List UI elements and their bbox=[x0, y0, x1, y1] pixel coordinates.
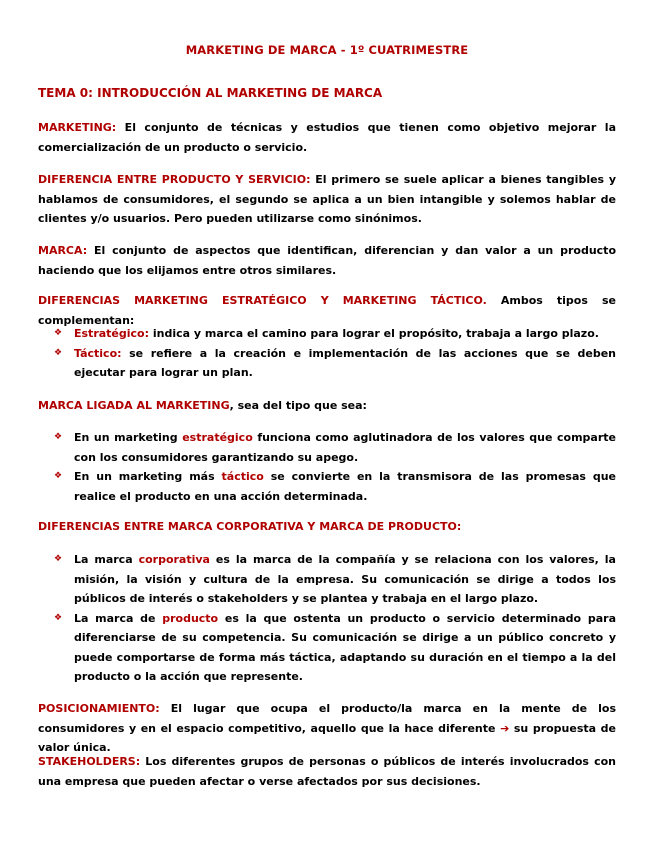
definition-text: El primero se suele aplicar a bienes tangibles y hablamos de consumidores, el segundo se aplica a un bien intangible y solemos hablar de clientes y/o usuarios. Pero pueden utilizarse como sinónimos. bbox=[38, 173, 616, 225]
item-term: producto bbox=[162, 611, 219, 625]
list-item bbox=[54, 344, 616, 383]
term-posicionamiento: POSICIONAMIENTO: bbox=[38, 702, 160, 715]
item-text-pre: La marca bbox=[74, 553, 139, 566]
definition-marketing bbox=[38, 118, 616, 157]
item-text: indica y marca el camino para lograr el propósito, trabaja a largo plazo. bbox=[149, 327, 599, 340]
term-diferencia: DIFERENCIA ENTRE PRODUCTO Y SERVICIO: bbox=[38, 173, 311, 186]
term-diferencias-marca: DIFERENCIAS ENTRE MARCA CORPORATIVA Y MARCA DE PRODUCTO: bbox=[38, 520, 462, 533]
heading-diferencias-marca bbox=[38, 517, 616, 537]
definition-producto-servicio bbox=[38, 170, 616, 229]
definition-posicionamiento bbox=[38, 699, 616, 758]
arrow-right-icon: ➔ bbox=[500, 721, 510, 735]
document-title: MARKETING DE MARCA - 1º CUATRIMESTRE bbox=[185, 43, 469, 57]
bullet-icon: ❖ bbox=[54, 347, 63, 358]
list-item bbox=[54, 467, 616, 506]
term-marca-ligada: MARCA LIGADA AL MARKETING bbox=[38, 399, 230, 412]
list-item bbox=[54, 550, 616, 609]
item-term: corporativa bbox=[138, 553, 210, 566]
item-term: Táctico: bbox=[74, 346, 122, 360]
item-text-pre: La marca de bbox=[74, 611, 163, 625]
definition-stakeholders bbox=[38, 752, 616, 791]
definition-text: El conjunto de técnicas y estudios que tienen como objetivo mejorar la comercialización de un producto o servicio. bbox=[38, 121, 616, 154]
section-heading: TEMA 0: INTRODUCCIÓN AL MARKETING DE MARCA bbox=[38, 86, 383, 100]
item-text-pre: En un marketing bbox=[74, 431, 183, 444]
term-stakeholders: STAKEHOLDERS: bbox=[38, 755, 141, 768]
list-item bbox=[54, 609, 616, 687]
bullet-icon: ❖ bbox=[54, 471, 63, 481]
heading-text: , sea del tipo que sea: bbox=[229, 399, 367, 412]
definition-marca bbox=[38, 241, 616, 280]
item-text-post: funciona como aglutinadora de los valores que comparte con los consumidores garantizando su apego. bbox=[74, 431, 617, 464]
heading-marca-ligada bbox=[38, 396, 616, 416]
definition-text: Los diferentes grupos de personas o públicos de interés involucrados con una empresa que pueden afectar o verse afectados por sus decisiones. bbox=[38, 755, 616, 788]
list-diferencias-marca bbox=[54, 550, 616, 687]
definition-text: El conjunto de aspectos que identifican, diferencian y dan valor a un producto haciendo que los elijamos entre otros similares. bbox=[38, 244, 616, 277]
bullet-icon: ❖ bbox=[54, 432, 63, 442]
item-text-post: es la marca de la compañía y se relaciona con los valores, la misión, la visión y cultura de la empresa. Su comunicación se dirige a todos los públicos de interés o stakeholders y se plantea y trabaja en el largo plazo. bbox=[74, 553, 616, 605]
item-term: estratégico bbox=[182, 431, 253, 444]
list-item bbox=[54, 324, 616, 344]
item-text: se refiere a la creación e implementación de las acciones que se deben ejecutar para lograr un plan. bbox=[74, 346, 616, 379]
item-text-post: se convierte en la transmisora de las promesas que realice el producto en una acción determinada. bbox=[74, 470, 616, 503]
definition-text-2: su propuesta de valor única. bbox=[38, 721, 616, 754]
list-marca-ligada bbox=[54, 428, 616, 506]
term-marketing: MARKETING: bbox=[38, 121, 117, 134]
definition-text: El lugar que ocupa el producto/la marca en la mente de los consumidores y en el espacio competitivo, aquello que la hace diferente bbox=[38, 702, 616, 735]
bullet-icon: ❖ bbox=[54, 554, 63, 564]
bullet-icon: ❖ bbox=[54, 612, 63, 623]
item-term: Estratégico: bbox=[74, 327, 150, 340]
item-term: táctico bbox=[221, 470, 264, 483]
heading-text: Ambos tipos se complementan: bbox=[38, 294, 616, 327]
list-item bbox=[54, 428, 616, 467]
item-text-pre: En un marketing más bbox=[74, 470, 222, 483]
list-tipos-marketing bbox=[54, 324, 616, 383]
term-marca: MARCA: bbox=[38, 244, 88, 257]
item-text-post: es la que ostenta un producto o servicio determinado para diferenciarse de su competencia. Su comunicación se dirige a un público concreto y puede comportarse de forma más táctica, adaptando su duración en el tiempo a la del producto o la acción que represente. bbox=[74, 611, 616, 683]
term-diferencias-marketing: DIFERENCIAS MARKETING ESTRATÉGICO Y MARKETING TÁCTICO. bbox=[38, 294, 487, 307]
bullet-icon: ❖ bbox=[54, 328, 63, 338]
